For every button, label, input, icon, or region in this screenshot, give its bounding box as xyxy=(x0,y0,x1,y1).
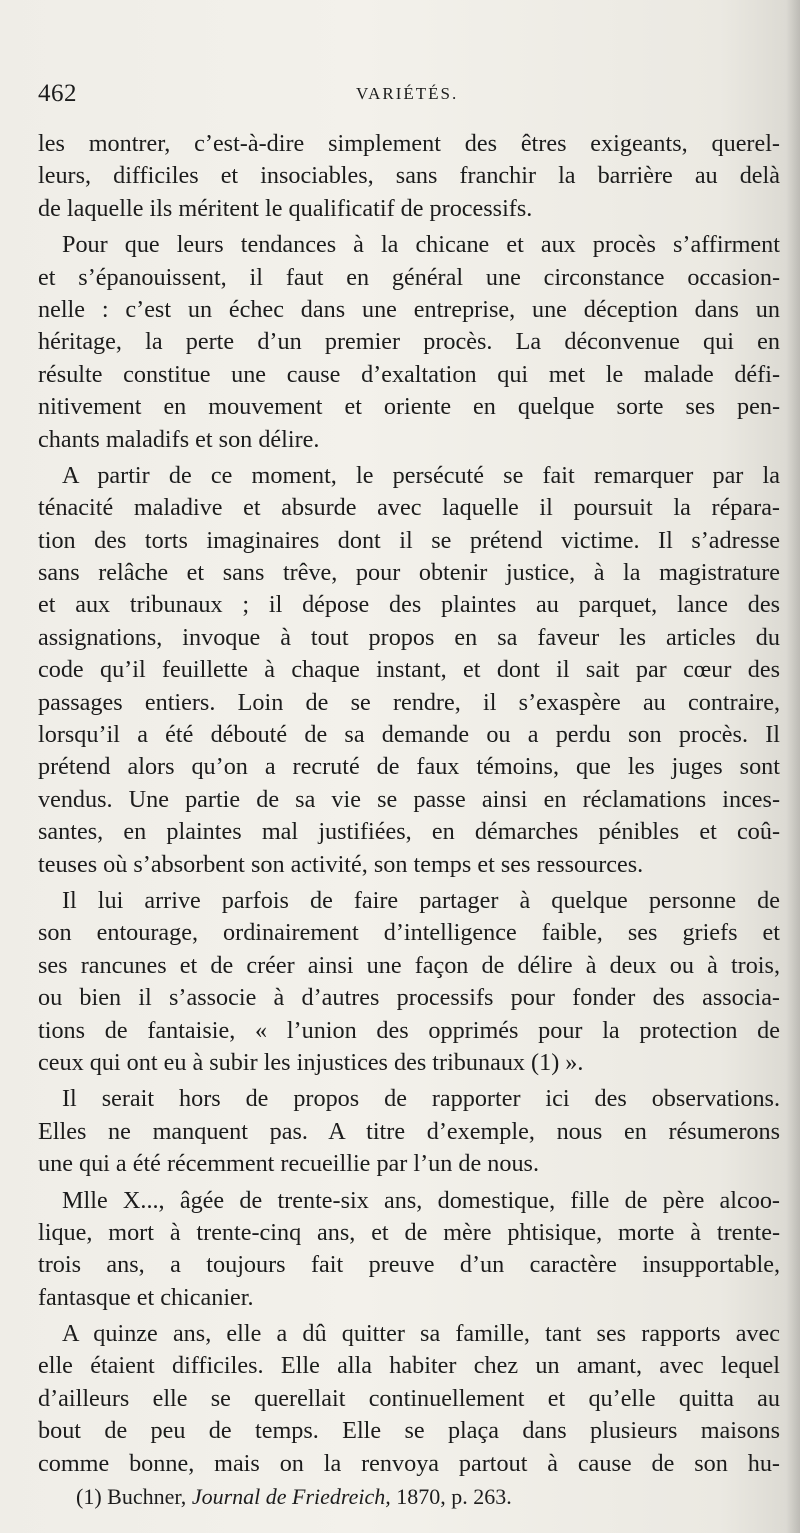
running-title: VARIÉTÉS. xyxy=(356,84,459,103)
text-line: bout de peu de temps. Elle se plaça dans plusieurs maisons xyxy=(38,1417,780,1445)
text-line: Mlle X..., âgée de trente-six ans, domestique, fille de père alcoo- xyxy=(62,1186,780,1214)
paragraph xyxy=(38,885,780,1079)
text-line: Il serait hors de propos de rapporter ici des observations. xyxy=(62,1085,780,1113)
paragraph xyxy=(38,229,780,456)
text-line: comme bonne, mais on la renvoya partout à cause de son hu- xyxy=(38,1449,780,1477)
text-line: une qui a été récemment recueillie par l’un de nous. xyxy=(38,1150,540,1178)
text-line: chants maladifs et son délire. xyxy=(38,425,320,453)
text-line: résulte constitue une cause d’exaltation qui met le malade défi- xyxy=(38,360,780,388)
page-number: 462 xyxy=(38,80,77,107)
text-line: santes, en plaintes mal justifiées, en démarches pénibles et coû- xyxy=(38,818,780,846)
text-line: nelle : c’est un échec dans une entreprise, une déception dans un xyxy=(38,295,780,323)
text-line: son entourage, ordinairement d’intelligence faible, ses griefs et xyxy=(38,919,780,947)
text-line: elle étaient difficiles. Elle alla habiter chez un amant, avec lequel xyxy=(38,1352,780,1380)
text-line: Pour que leurs tendances à la chicane et aux procès s’affirment xyxy=(62,231,780,259)
text-line: sans relâche et sans trêve, pour obtenir justice, à la magistrature xyxy=(38,559,780,587)
text-line: tion des torts imaginaires dont il se prétend victime. Il s’adresse xyxy=(38,526,780,554)
text-line: lique, mort à trente-cinq ans, et de mère phtisique, morte à trente- xyxy=(38,1218,780,1246)
text-line: leurs, difficiles et insociables, sans franchir la barrière au delà xyxy=(38,162,780,190)
text-line: vendus. Une partie de sa vie se passe ainsi en réclamations inces- xyxy=(38,785,780,813)
paragraph xyxy=(38,1185,780,1315)
text-line: Il lui arrive parfois de faire partager à quelque personne de xyxy=(62,886,780,914)
text-line: A partir de ce moment, le persécuté se fait remarquer par la xyxy=(62,461,780,489)
text-line: fantasque et chicanier. xyxy=(38,1283,254,1311)
text-line: passages entiers. Loin de se rendre, il s’exaspère au contraire, xyxy=(38,688,780,716)
footnote-marker: (1) xyxy=(76,1484,102,1509)
footnote-journal: Journal de Friedreich, xyxy=(191,1484,391,1509)
footnote-author: Buchner, xyxy=(107,1484,187,1509)
text-line: ceux qui ont eu à subir les injustices des tribunaux (1) ». xyxy=(38,1048,584,1076)
text-line: A quinze ans, elle a dû quitter sa famille, tant ses rapports avec xyxy=(62,1320,780,1348)
paragraph xyxy=(38,1318,780,1480)
text-line: Elles ne manquent pas. A titre d’exemple, nous en résumerons xyxy=(38,1117,780,1145)
text-line: tions de fantaisie, « l’union des opprimés pour la protection de xyxy=(38,1016,780,1044)
text-line: teuses où s’absorbent son activité, son temps et ses ressources. xyxy=(38,850,644,878)
text-line: lorsqu’il a été débouté de sa demande ou a perdu son procès. Il xyxy=(38,721,780,749)
text-line: ses rancunes et de créer ainsi une façon de délire à deux ou à trois, xyxy=(38,951,780,979)
text-line: d’ailleurs elle se querellait continuellement et qu’elle quitta au xyxy=(38,1384,780,1412)
text-line: ou bien il s’associe à d’autres processifs pour fonder des associa- xyxy=(38,984,780,1012)
text-line: prétend alors qu’on a recruté de faux témoins, que les juges sont xyxy=(38,753,780,781)
page-header xyxy=(38,80,778,114)
text-line: nitivement en mouvement et oriente en quelque sorte ses pen- xyxy=(38,393,780,421)
text-line: code qu’il feuillette à chaque instant, et dont il sait par cœur des xyxy=(38,656,780,684)
text-line: et aux tribunaux ; il dépose des plaintes au parquet, lance des xyxy=(38,591,780,619)
body-text xyxy=(38,128,780,1480)
text-line: assignations, invoque à tout propos en sa faveur les articles du xyxy=(38,623,780,651)
footnote-details: 1870, p. 263. xyxy=(396,1484,512,1509)
text-line: de laquelle ils méritent le qualificatif de processifs. xyxy=(38,194,533,222)
text-line: et s’épanouissent, il faut en général une circonstance occasion- xyxy=(38,263,780,291)
footnote xyxy=(76,1484,512,1510)
paragraph xyxy=(38,460,780,881)
text-line: héritage, la perte d’un premier procès. La déconvenue qui en xyxy=(38,328,780,356)
text-line: trois ans, a toujours fait preuve d’un caractère insupportable, xyxy=(38,1251,780,1279)
text-line: ténacité maladive et absurde avec laquelle il poursuit la répara- xyxy=(38,494,780,522)
paragraph xyxy=(38,128,780,225)
paragraph xyxy=(38,1083,780,1180)
page-edge-shadow xyxy=(786,0,800,1533)
text-line: les montrer, c’est-à-dire simplement des êtres exigeants, querel- xyxy=(38,130,780,157)
